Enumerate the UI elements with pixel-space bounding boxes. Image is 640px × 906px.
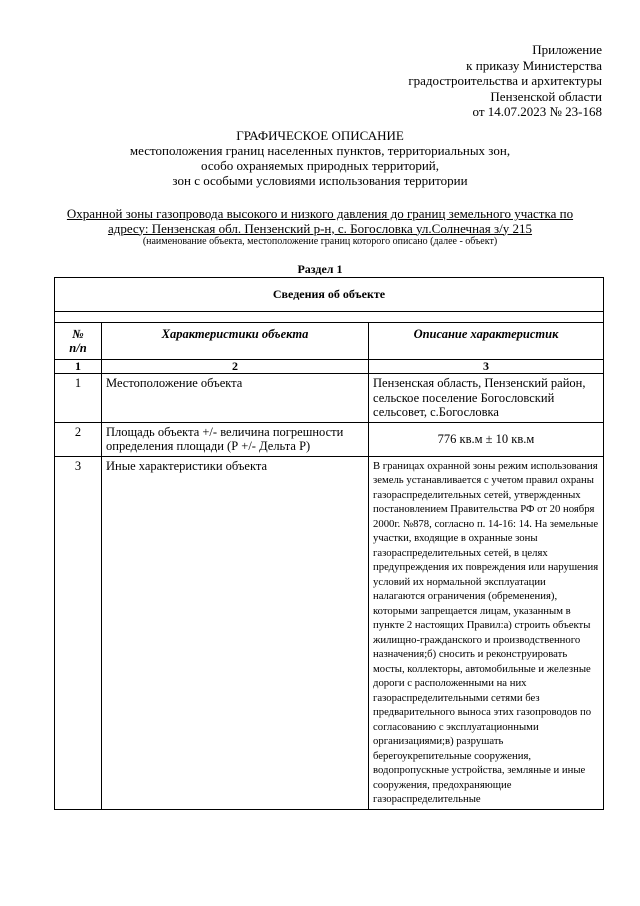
row-description: В границах охранной зоны режим использования земель устанавливается с учетом правил охраны газораспределительных сетей, утвержденных постановлением Правительства РФ от 20 ноября 2000г. №878, согласно п. 14-16: 14. На земельные участки, входящие в охранные зоны газораспределительных сетей, в целях предупреждения их повреждения или нарушения условий их нормальной эксплуатации налагаются ограничения (обременения), которыми запрещается лицам, указанным в пункте 2 настоящих Правил:а) строить объекты жилищно-гражданского и производственного назначения;б) сносить и реконструировать мосты, коллекторы, автомобильные и железные дороги с расположенными на них газораспределительными сетями без предварительного выноса этих газопроводов по согласованию с эксплуатационными организациями;в) разрушать берегоукрепительные сооружения, водопропускные устройства, земляные и иные сооружения, предохраняющие газораспределительные (369, 456, 604, 809)
row-description: 776 кв.м ± 10 кв.м (369, 422, 604, 456)
table-row (55, 456, 604, 809)
appendix-block (282, 42, 602, 120)
object-address-line: адресу: Пензенская обл. Пензенский р-н, с. Богословка ул.Солнечная з/у 215 (107, 220, 533, 236)
object-name-block (0, 207, 640, 248)
appendix-line: градостроительства и архитектуры (408, 73, 602, 88)
appendix-line: от 14.07.2023 № 23-168 (472, 104, 602, 119)
object-name-line: Охранной зоны газопровода высокого и низкого давления до границ земельного участка по (66, 206, 574, 221)
table-section-header: Сведения об объекте (55, 278, 604, 312)
column-header-number: № п/п (55, 323, 102, 360)
column-number: 2 (102, 360, 369, 374)
row-number: 2 (55, 422, 102, 456)
row-number: 1 (55, 374, 102, 423)
title-line: местоположения границ населенных пунктов, территориальных зон, (129, 143, 511, 158)
section-label: Раздел 1 (297, 262, 343, 276)
column-number: 3 (369, 360, 604, 374)
appendix-line: Приложение (532, 42, 602, 57)
table-row (55, 422, 604, 456)
row-characteristic: Иные характеристики объекта (102, 456, 369, 809)
row-number: 3 (55, 456, 102, 809)
row-characteristic: Местоположение объекта (102, 374, 369, 423)
object-name-note: (наименование объекта, местоположение границ которого описано (далее - объект) (142, 236, 498, 247)
column-header-characteristic: Характеристики объекта (102, 323, 369, 360)
column-header-description: Описание характеристик (369, 323, 604, 360)
appendix-line: Пензенской области (490, 88, 602, 104)
table-column-header-row (55, 323, 604, 360)
appendix-line: к приказу Министерства (466, 57, 602, 73)
table-column-numbers-row (55, 360, 604, 374)
row-characteristic: Площадь объекта +/- величина погрешности определения площади (Р +/- Дельта Р) (102, 422, 369, 456)
table-section-header-row (55, 278, 604, 312)
table-row (55, 374, 604, 423)
object-info-table (54, 277, 603, 810)
table-spacer-row (55, 312, 604, 323)
title-line: особо охраняемых природных территорий, (201, 158, 439, 173)
title-line: ГРАФИЧЕСКОЕ ОПИСАНИЕ (236, 128, 404, 143)
column-number: 1 (55, 360, 102, 374)
title-line: зон с особыми условиями использования территории (172, 173, 468, 188)
document-title (0, 128, 640, 188)
row-description: Пензенская область, Пензенский район, сельское поселение Богословский сельсовет, с.Богословка (369, 374, 604, 423)
